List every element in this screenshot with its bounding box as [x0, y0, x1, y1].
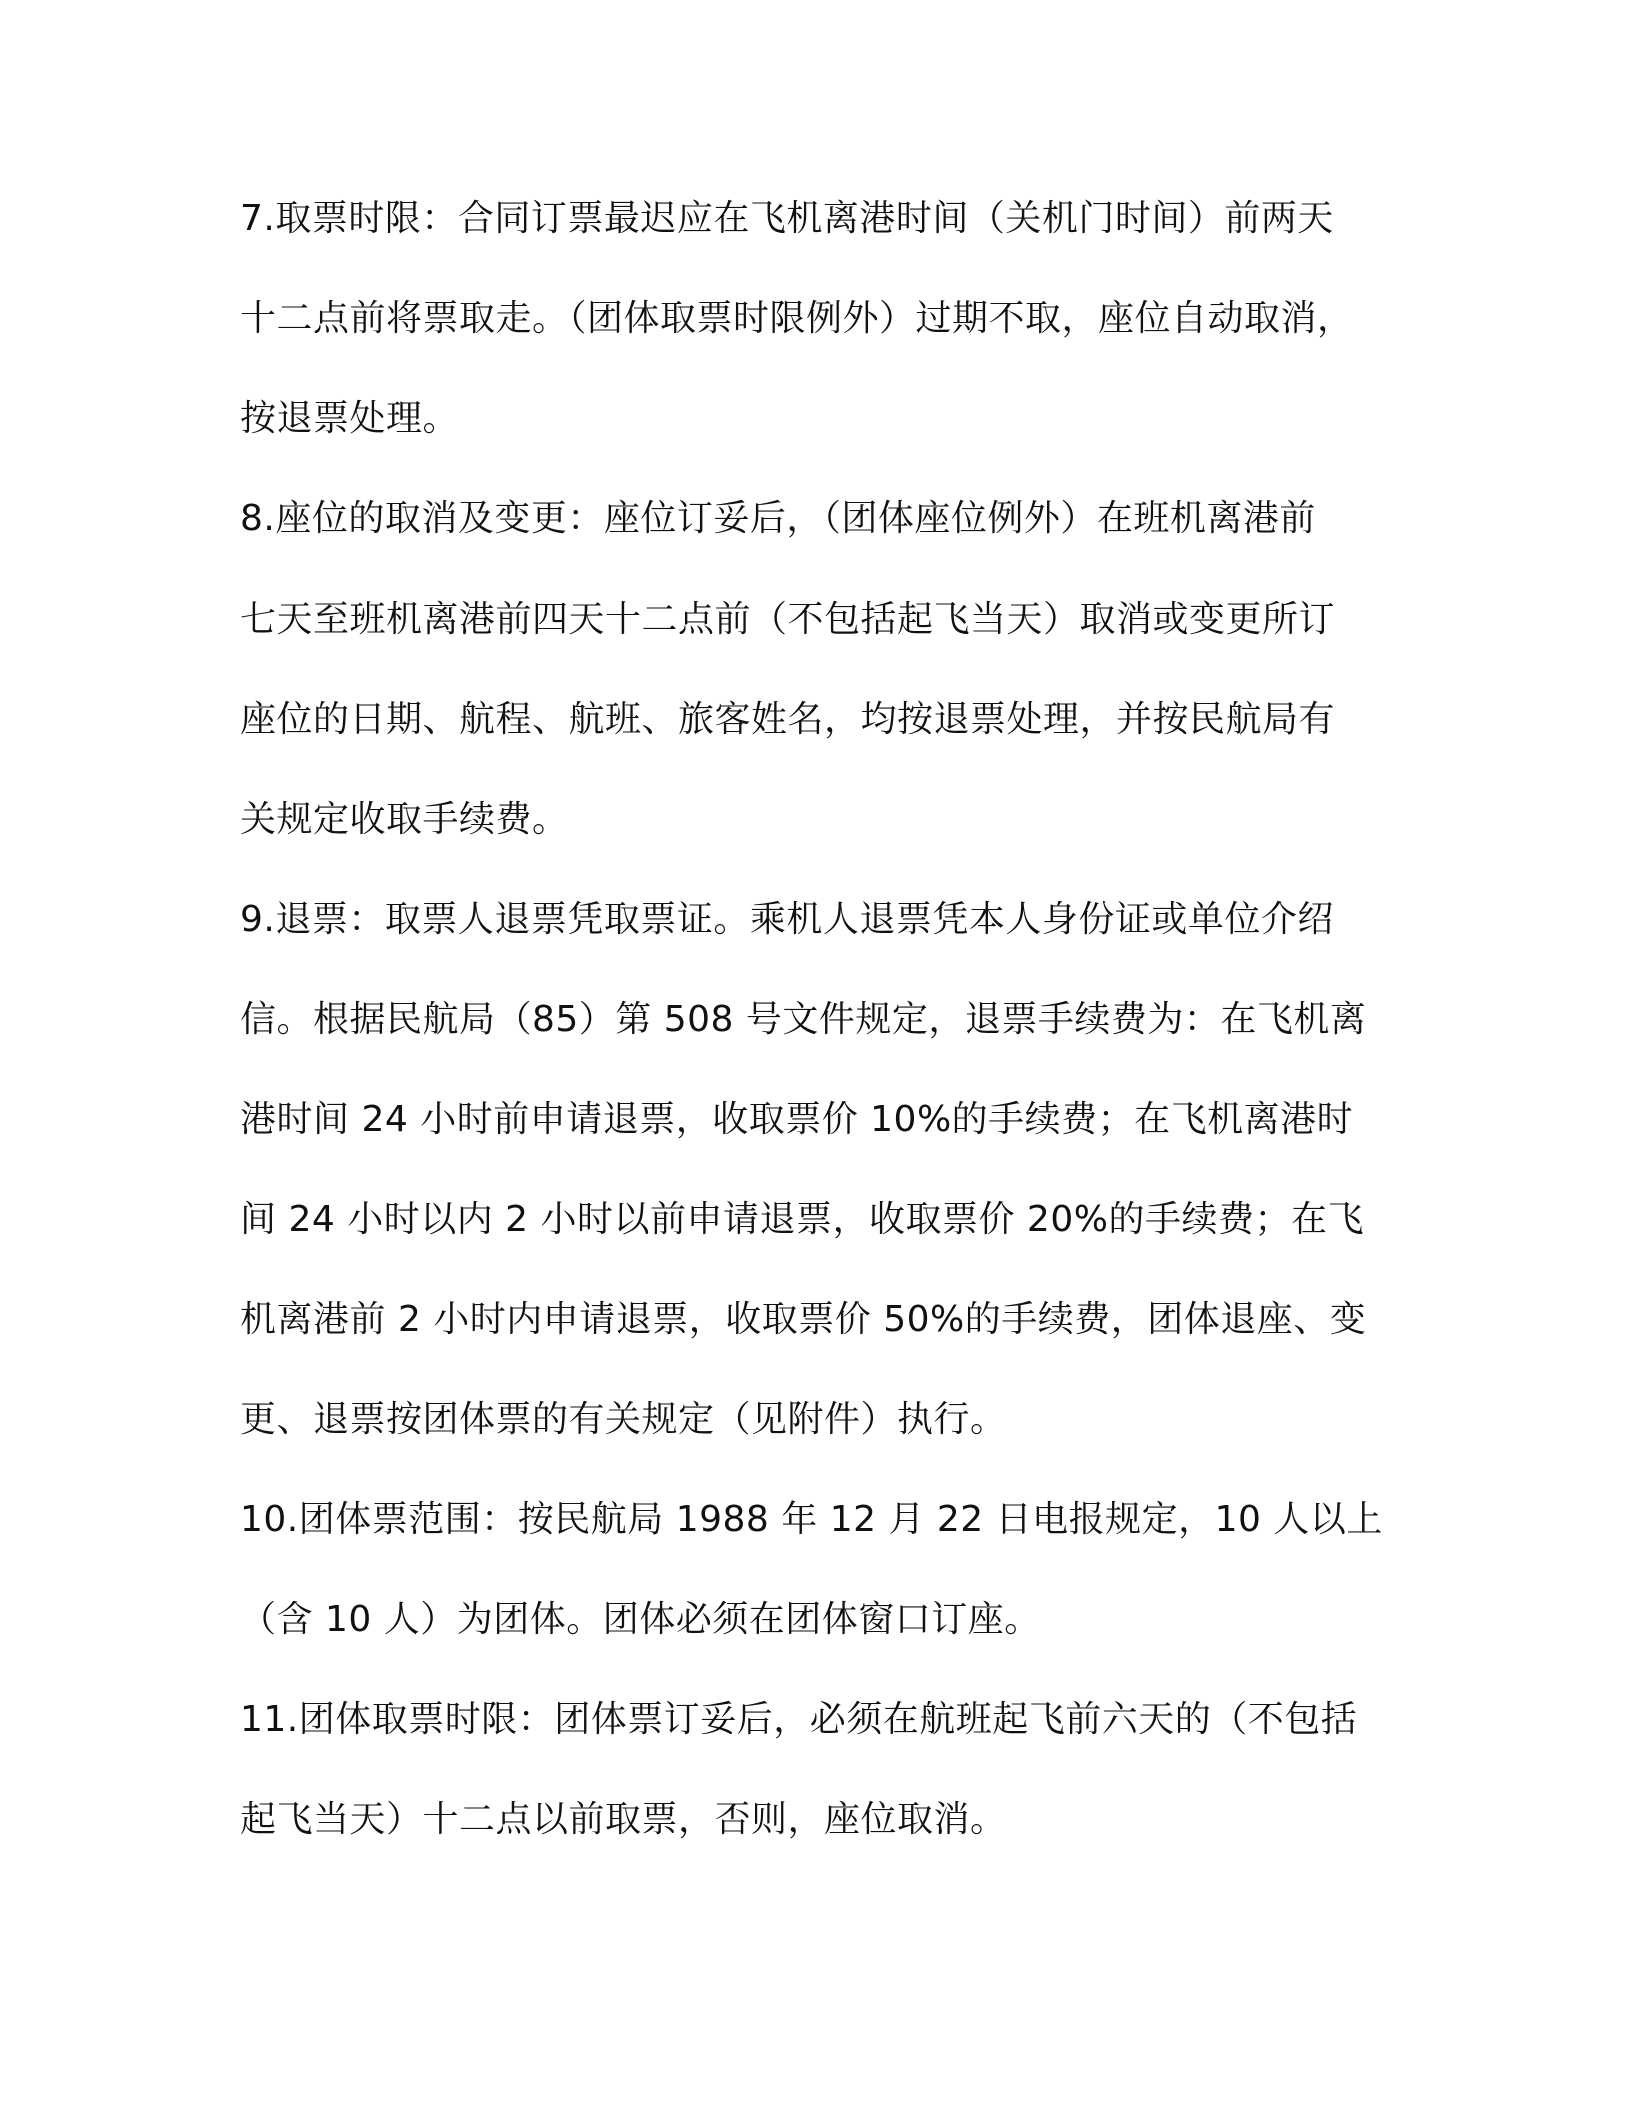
text-line: 按退票处理。 — [240, 398, 460, 439]
text-line: 十二点前将票取走。（团体取票时限例外）过期不取，座位自动取消， — [240, 298, 1354, 339]
text-line: （含 10 人）为团体。团体必须在团体窗口订座。 — [240, 1599, 1041, 1640]
text-line: 信。根据民航局（85）第 508 号文件规定，退票手续费为：在飞机离 — [240, 999, 1367, 1040]
text-line: 起飞当天）十二点以前取票，否则，座位取消。 — [240, 1799, 1007, 1840]
text-line: 机离港前 2 小时内申请退票，收取票价 50%的手续费，团体退座、变 — [240, 1299, 1367, 1340]
text-line: 8.座位的取消及变更：座位订妥后，（团体座位例外）在班机离港前 — [240, 498, 1316, 539]
text-line: 更、退票按团体票的有关规定（见附件）执行。 — [240, 1399, 1007, 1440]
text-line: 关规定收取手续费。 — [240, 799, 569, 840]
text-line: 间 24 小时以内 2 小时以前申请退票，收取票价 20%的手续费；在飞 — [240, 1199, 1364, 1240]
text-line: 港时间 24 小时前申请退票，收取票价 10%的手续费；在飞机离港时 — [240, 1099, 1354, 1140]
text-line: 七天至班机离港前四天十二点前（不包括起飞当天）取消或变更所订 — [240, 599, 1336, 640]
text-line: 11.团体取票时限：团体票订妥后，必须在航班起飞前六天的（不包括 — [240, 1699, 1358, 1740]
text-line: 9.退票：取票人退票凭取票证。乘机人退票凭本人身份证或单位介绍 — [240, 899, 1334, 940]
text-line: 座位的日期、航程、航班、旅客姓名，均按退票处理，并按民航局有 — [240, 699, 1336, 740]
text-line: 10.团体票范围：按民航局 1988 年 12 月 22 日电报规定，10 人以上 — [240, 1499, 1383, 1540]
text-line: 7.取票时限：合同订票最迟应在飞机离港时间（关机门时间）前两天 — [240, 198, 1334, 239]
